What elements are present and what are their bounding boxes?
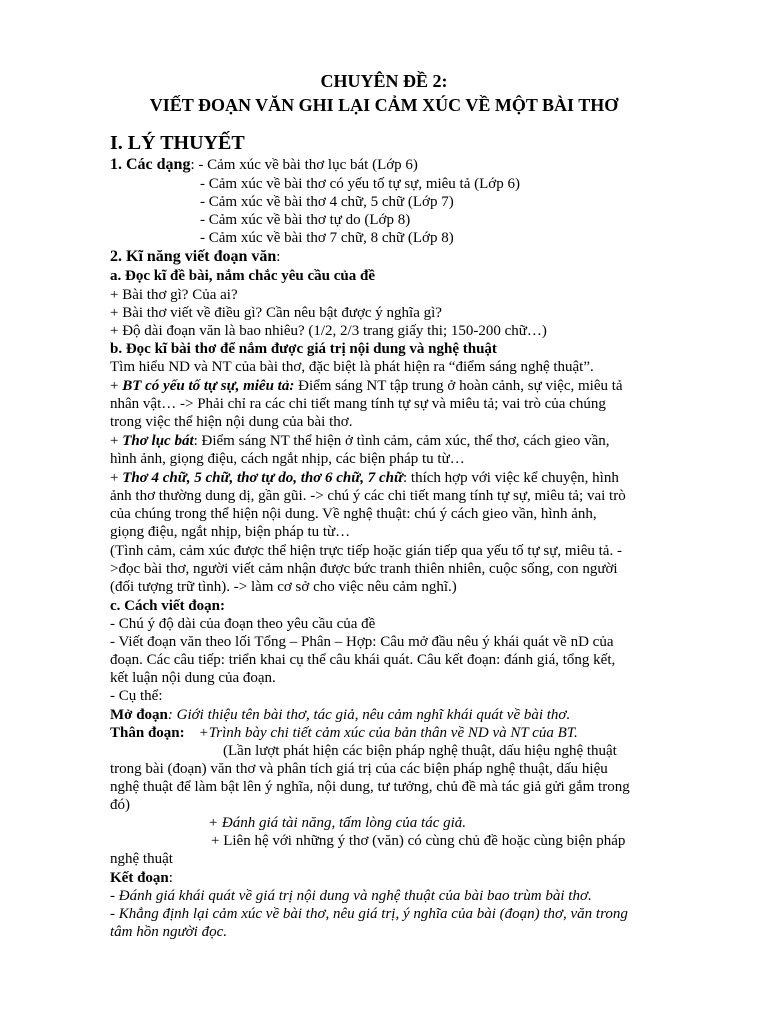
types-item: - Cảm xúc về bài thơ tự do (Lớp 8) — [200, 212, 411, 228]
body-line: + Đánh giá tài năng, tấm lòng của tác giả. — [208, 815, 467, 831]
types-item: - Cảm xúc về bài thơ 7 chữ, 8 chữ (Lớp 8) — [200, 230, 454, 246]
body-line: + Bài thơ gì? Của ai? — [110, 287, 238, 303]
plus-sign: + — [110, 470, 123, 486]
body-text: Điểm sáng NT tập trung ở hoàn cảnh, sự việc, miêu tả — [294, 378, 623, 394]
body-line — [110, 469, 619, 487]
body-text: : thích hợp với việc kể chuyện, hình — [403, 470, 619, 486]
body-text: : Điểm sáng NT thể hiện ở tình cảm, cảm xúc, thể thơ, cách gieo vần, — [193, 433, 610, 449]
body-line: của chúng trong thể hiện nội dung. Về nghệ thuật: chú ý cách gieo vần, hình ảnh, — [110, 506, 597, 522]
body-line: nghệ thuật để làm bật lên ý nghĩa, nội dung, tư tưởng, chủ đề mà tác giả gửi gắm trong — [110, 779, 630, 795]
body-line: hình ảnh, giọng điệu, cách ngắt nhịp, các biện pháp tu từ… — [110, 451, 465, 467]
body-line: đoạn. Các câu tiếp: triển khai cụ thể câu khái quát. Câu kết đoạn: đánh giá, tổng kết, — [110, 652, 616, 668]
closing-colon: : — [168, 870, 173, 886]
types-label: 1. Các dạng — [110, 156, 191, 173]
section-heading-theory: I. LÝ THUYẾT — [110, 132, 245, 154]
body-line: nghệ thuật — [110, 851, 173, 867]
body-line: (đối tượng trữ tình). -> làm cơ sở cho việc nêu cảm nghĩ.) — [110, 579, 457, 595]
closing-label: Kết đoạn — [110, 870, 169, 886]
body-line: nhân vật… -> Phải chỉ ra các chi tiết mang tính tự sự và miêu tả; vai trò của chúng — [110, 396, 606, 412]
opening-text: : Giới thiệu tên bài thơ, tác giả, nêu cảm nghĩ khái quát về bài thơ. — [167, 707, 571, 723]
body-line — [110, 432, 610, 450]
body-line: đó) — [110, 797, 130, 813]
doc-title-line-1: CHUYÊN ĐỀ 2: — [320, 71, 448, 91]
body-line: (Tình cảm, cảm xúc được thể hiện trực tiếp hoặc gián tiếp qua yếu tố tự sự, miêu tả. - — [110, 543, 622, 559]
body-line: trong việc thể hiện nội dung của bài thơ. — [110, 414, 353, 430]
subheading-a: a. Đọc kĩ đề bài, nắm chắc yêu cầu của đề — [110, 268, 376, 284]
types-item: - Cảm xúc về bài thơ có yếu tố tự sự, miêu tả (Lớp 6) — [200, 176, 520, 192]
opening-line — [110, 706, 570, 724]
body-line: Tìm hiểu ND và NT của bài thơ, đặc biệt là phát hiện ra “điểm sáng nghệ thuật”. — [110, 359, 594, 375]
closing-line — [110, 869, 173, 887]
types-line — [110, 156, 418, 174]
plus-sign: + — [110, 378, 123, 394]
emphasis-label: Thơ lục bát — [122, 433, 194, 449]
body-section-line — [110, 724, 578, 742]
types-item: - Cảm xúc về bài thơ 4 chữ, 5 chữ (Lớp 7) — [200, 194, 454, 210]
subheading-c: c. Cách viết đoạn: — [110, 598, 225, 614]
body-line: - Cụ thể: — [110, 688, 163, 704]
body-section-text: +Trình bày chi tiết cảm xúc của bản thân về ND và NT của BT. — [198, 725, 578, 741]
emphasis-label: BT có yếu tố tự sự, miêu tả: — [122, 378, 295, 394]
body-line: + Liên hệ với những ý thơ (văn) có cùng chủ đề hoặc cùng biện pháp — [211, 833, 626, 849]
body-section-label: Thân đoạn: — [110, 725, 185, 741]
skills-colon: : — [276, 249, 281, 265]
skills-heading — [110, 248, 280, 266]
body-line: ảnh thơ thường dung dị, gần gũi. -> chú ý các chi tiết mang tính tự sự, miêu tả; vai trò — [110, 488, 626, 504]
types-first-item: : - Cảm xúc về bài thơ lục bát (Lớp 6) — [190, 157, 418, 173]
body-line: - Chú ý độ dài của đoạn theo yêu cầu của đề — [110, 616, 376, 632]
skills-label: 2. Kĩ năng viết đoạn văn — [110, 248, 277, 265]
body-line: - Khẳng định lại cảm xúc về bài thơ, nêu giá trị, ý nghĩa của bài (đoạn) thơ, văn trong — [110, 906, 628, 922]
body-line: tâm hồn người đọc. — [110, 924, 228, 940]
body-line: kết luận nội dung của đoạn. — [110, 670, 276, 686]
plus-sign: + — [110, 433, 123, 449]
body-line: + Độ dài đoạn văn là bao nhiêu? (1/2, 2/3 trang giấy thi; 150-200 chữ…) — [110, 323, 547, 339]
body-line: + Bài thơ viết về điều gì? Cần nêu bật được ý nghĩa gì? — [110, 305, 442, 321]
doc-title-line-2: VIẾT ĐOẠN VĂN GHI LẠI CẢM XÚC VỀ MỘT BÀI THƠ — [149, 95, 619, 115]
opening-label: Mở đoạn — [110, 707, 168, 723]
emphasis-label: Thơ 4 chữ, 5 chữ, thơ tự do, thơ 6 chữ, 7 chữ — [122, 470, 403, 486]
body-line: >đọc bài thơ, người viết cảm nhận được bức tranh thiên nhiên, cuộc sống, con người — [110, 561, 618, 577]
body-line — [110, 377, 623, 395]
body-line: - Viết đoạn văn theo lối Tổng – Phân – Hợp: Câu mở đầu nêu ý khái quát về nD của — [110, 634, 614, 650]
subheading-b: b. Đọc kĩ bài thơ để nắm được giá trị nội dung và nghệ thuật — [110, 341, 497, 357]
body-line: trong bài (đoạn) văn thơ và phân tích giá trị của các biện pháp nghệ thuật, dấu hiệu — [110, 761, 608, 777]
body-line: (Lần lượt phát hiện các biện pháp nghệ thuật, dấu hiệu nghệ thuật — [223, 743, 617, 759]
body-line: - Đánh giá khái quát về giá trị nội dung và nghệ thuật của bài bao trùm bài thơ. — [110, 888, 592, 904]
body-line: giọng điệu, ngắt nhịp, biện pháp tu từ… — [110, 524, 351, 540]
